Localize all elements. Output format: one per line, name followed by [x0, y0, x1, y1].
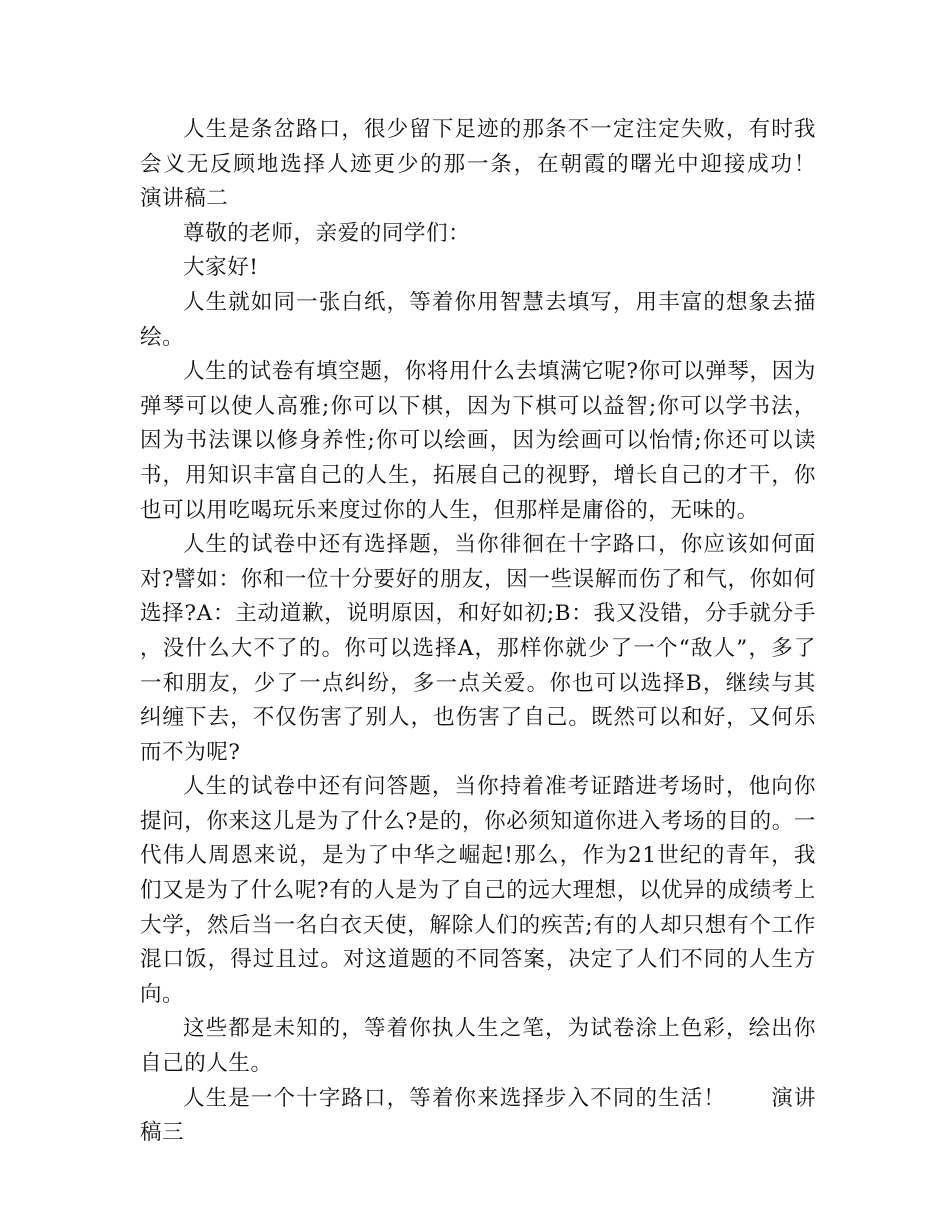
paragraph-blank-paper: 人生就如同一张白纸，等着你用智慧去填写，用丰富的想象去描绘。: [140, 289, 816, 350]
document-page: [140, 113, 861, 1151]
paragraph-greeting: 大家好!: [183, 255, 259, 281]
paragraph-salutation: 尊敬的老师，亲爱的同学们：: [183, 220, 471, 246]
paragraph-path-choice: 人生是条岔路口，很少留下足迹的那条不一定注定失败，有时我会义无反顾地选择人迹更少的那一条，在朝霞的曙光中迎接成功！ 演讲稿二: [140, 117, 861, 212]
paragraph-fill-in-blank: 人生的试卷有填空题，你将用什么去填满它呢?你可以弹琴，因为弹琴可以使人高雅;你可以下棋，因为下棋可以益智;你可以学书法，因为书法课以修身养性;你可以绘画，因为绘画可以怡情;你还可以读书，用知识丰富自己的人生，拓展自己的视野，增长自己的才干，你也可以用吃喝玩乐来度过你的人生，但那样是庸俗的，无味的。: [140, 359, 816, 523]
paragraph-question-answer: 人生的试卷中还有问答题，当你持着准考证踏进考场时，他向你提问，你来这儿是为了什么?是的，你必须知道你进入考场的目的。一代伟人周恩来说，是为了中华之崛起!那么，作为21世纪的青年，我们又是为了什么呢?有的人是为了自己的远大理想，以优异的成绩考上大学，然后当一名白衣天使，解除人们的疾苦;有的人却只想有个工作混口饭，得过且过。对这道题的不同答案，决定了人们不同的人生方向。: [140, 774, 816, 1007]
paragraph-multiple-choice: 人生的试卷中还有选择题，当你徘徊在十字路口，你应该如何面对?譬如：你和一位十分要好的朋友，因一些误解而伤了和气，你如何选择?A：主动道歉，说明原因，和好如初;B：我又没错，分手就分手，没什么大不了的。你可以选择A，那样你就少了一个“敌人”，多了一和朋友，少了一点纠纷，多一点关爱。你也可以选择B，继续与其纠缠下去，不仅伤害了别人，也伤害了自己。既然可以和好，又何乐而不为呢?: [140, 532, 816, 765]
paragraph-crossroads: 人生是一个十字路口，等着你来选择步入不同的生活！ 演讲稿三: [140, 1085, 816, 1146]
paragraph-unknowns: 这些都是未知的，等着你执人生之笔，为试卷涂上色彩，绘出你自己的人生。: [140, 1016, 816, 1077]
